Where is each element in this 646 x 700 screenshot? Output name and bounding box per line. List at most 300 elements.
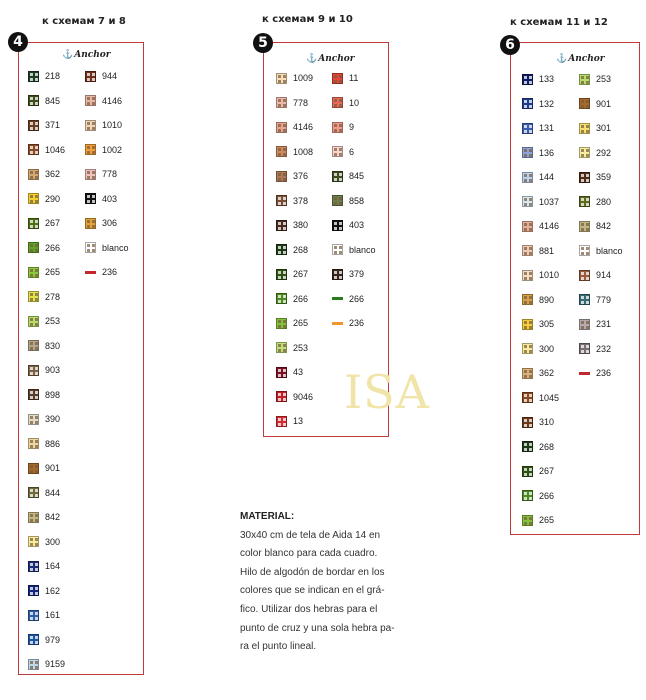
color-swatch (579, 196, 590, 207)
thread-code: 362 (45, 169, 61, 180)
thread-code: 10 (349, 97, 360, 108)
brand-label: ⚓Anchor (62, 50, 111, 60)
color-swatch (522, 319, 533, 330)
color-swatch (276, 195, 287, 206)
legend-item (332, 140, 376, 165)
legend-item (28, 138, 65, 163)
color-swatch (332, 220, 343, 231)
thread-code: 280 (596, 196, 612, 207)
legend-item (28, 236, 65, 261)
thread-code: 265 (293, 318, 309, 329)
backstitch-line-swatch (579, 372, 590, 375)
color-swatch (28, 487, 39, 498)
thread-code: 9 (349, 122, 355, 133)
color-swatch (28, 169, 39, 180)
color-swatch (579, 221, 590, 232)
thread-code: blanco (596, 245, 623, 256)
legend-item (522, 312, 559, 337)
legend-item (522, 484, 559, 509)
legend-item (332, 66, 376, 91)
thread-code: 300 (539, 343, 555, 354)
legend-item (276, 66, 313, 91)
legend-item (276, 336, 313, 361)
legend-item (28, 334, 65, 359)
material-line: fico. Utilizar dos hebras para el (240, 603, 378, 615)
thread-code: 944 (102, 71, 118, 82)
color-swatch (522, 245, 533, 256)
legend-item (28, 309, 65, 334)
caption-panel-4: к схемам 7 и 8 (42, 16, 126, 27)
color-swatch (28, 659, 39, 670)
color-swatch (522, 441, 533, 452)
anchor-icon: ⚓ (556, 54, 568, 64)
color-swatch (85, 144, 96, 155)
thread-code: 858 (349, 195, 365, 206)
color-swatch (276, 146, 287, 157)
legend-item (276, 189, 313, 214)
color-swatch (28, 463, 39, 474)
legend-column (85, 64, 129, 285)
thread-code: 131 (539, 123, 555, 134)
color-swatch (28, 365, 39, 376)
legend-item (28, 456, 65, 481)
brand-label: ⚓Anchor (556, 54, 605, 64)
color-swatch (522, 221, 533, 232)
color-swatch (579, 319, 590, 330)
material-line: color blanco para cada cuadro. (240, 548, 378, 560)
legend-item (28, 113, 65, 138)
color-swatch (28, 120, 39, 131)
anchor-icon: ⚓ (62, 50, 74, 60)
thread-code: 6 (349, 146, 355, 157)
color-swatch (28, 585, 39, 596)
thread-code: 164 (45, 561, 61, 572)
thread-code: 218 (45, 71, 61, 82)
legend-item (28, 505, 65, 530)
legend-item (85, 89, 129, 114)
color-swatch (579, 294, 590, 305)
material-line: 30x40 cm de tela de Aida 14 en (240, 529, 381, 541)
material-title: MATERIAL: (240, 511, 295, 522)
color-swatch (579, 147, 590, 158)
thread-code: 266 (293, 293, 309, 304)
brand-label: ⚓Anchor (306, 54, 355, 64)
color-swatch (85, 71, 96, 82)
legend-item (579, 190, 623, 215)
color-swatch (332, 195, 343, 206)
thread-code: 1009 (293, 73, 314, 84)
color-swatch (522, 123, 533, 134)
legend-item (28, 407, 65, 432)
thread-code: 979 (45, 634, 61, 645)
thread-code: 306 (102, 218, 118, 229)
legend-item (579, 288, 623, 313)
color-swatch (332, 122, 343, 133)
thread-code: 376 (293, 171, 309, 182)
legend-item (332, 189, 376, 214)
thread-code: 292 (596, 147, 612, 158)
color-swatch (28, 414, 39, 425)
thread-code: 266 (539, 490, 555, 501)
color-swatch (276, 416, 287, 427)
legend-item (28, 162, 65, 187)
color-swatch (28, 193, 39, 204)
legend-item (85, 64, 129, 89)
color-swatch (276, 367, 287, 378)
color-swatch (522, 417, 533, 428)
legend-item (579, 92, 623, 117)
thread-code: 779 (596, 294, 612, 305)
legend-item (28, 211, 65, 236)
thread-code: blanco (102, 242, 129, 253)
legend-item (522, 263, 559, 288)
thread-code: 268 (293, 244, 309, 255)
legend-item (85, 211, 129, 236)
legend-item (276, 360, 313, 385)
legend-item (28, 358, 65, 383)
legend-item (276, 262, 313, 287)
thread-code: 267 (45, 218, 61, 229)
thread-code: 830 (45, 340, 61, 351)
color-swatch (522, 270, 533, 281)
legend-item (522, 116, 559, 141)
legend-item (28, 603, 65, 628)
thread-code: 162 (45, 585, 61, 596)
color-swatch (522, 196, 533, 207)
thread-code: 265 (45, 267, 61, 278)
thread-code: 132 (539, 98, 555, 109)
thread-code: 267 (293, 269, 309, 280)
panel-number-5: 5 (253, 33, 273, 53)
legend-item (85, 138, 129, 163)
color-swatch (332, 269, 343, 280)
color-swatch (332, 73, 343, 84)
color-swatch (276, 122, 287, 133)
legend-item (85, 113, 129, 138)
thread-code: 9159 (45, 659, 66, 670)
color-swatch (28, 561, 39, 572)
color-swatch (522, 392, 533, 403)
thread-code: 362 (539, 368, 555, 379)
legend-item (276, 287, 313, 312)
color-swatch (276, 269, 287, 280)
color-swatch (522, 172, 533, 183)
legend-item (522, 239, 559, 264)
thread-code: 9046 (293, 391, 314, 402)
thread-code: 4146 (293, 122, 314, 133)
color-swatch (28, 267, 39, 278)
legend-item (276, 140, 313, 165)
legend-item (332, 287, 376, 312)
thread-code: 378 (293, 195, 309, 206)
thread-code: 359 (596, 172, 612, 183)
color-swatch (28, 634, 39, 645)
panel-number-6: 6 (500, 35, 520, 55)
legend-item (85, 260, 129, 285)
thread-code: 390 (45, 414, 61, 425)
thread-code: 1037 (539, 196, 560, 207)
thread-code: 265 (539, 515, 555, 526)
legend-column (28, 64, 65, 677)
color-swatch (522, 466, 533, 477)
thread-code: 903 (45, 365, 61, 376)
color-swatch (28, 389, 39, 400)
thread-code: 1002 (102, 144, 123, 155)
color-swatch (522, 294, 533, 305)
thread-code: 310 (539, 417, 555, 428)
color-swatch (579, 343, 590, 354)
thread-code: 305 (539, 319, 555, 330)
thread-code: 290 (45, 193, 61, 204)
thread-code: 133 (539, 74, 555, 85)
color-swatch (28, 316, 39, 327)
backstitch-line-swatch (332, 322, 343, 325)
legend-item (276, 385, 313, 410)
thread-code: 267 (539, 466, 555, 477)
thread-code: 4146 (102, 95, 123, 106)
legend-column (332, 66, 376, 336)
legend-item (332, 262, 376, 287)
color-swatch (579, 172, 590, 183)
legend-item (579, 165, 623, 190)
thread-code: 11 (349, 73, 359, 84)
thread-code: 403 (102, 193, 118, 204)
legend-item (579, 67, 623, 92)
legend-item (522, 141, 559, 166)
color-swatch (28, 610, 39, 621)
color-swatch (276, 318, 287, 329)
thread-code: 845 (349, 171, 365, 182)
color-swatch (276, 97, 287, 108)
color-swatch (276, 293, 287, 304)
legend-item (522, 190, 559, 215)
thread-code: 1008 (293, 146, 314, 157)
thread-code: 278 (45, 291, 61, 302)
material-line: punto de cruz y una sola hebra pa- (240, 622, 395, 634)
legend-item (522, 67, 559, 92)
thread-code: 842 (45, 512, 61, 523)
legend-item (28, 383, 65, 408)
legend-item (276, 409, 313, 434)
thread-code: 881 (539, 245, 555, 256)
color-swatch (85, 169, 96, 180)
color-swatch (522, 147, 533, 158)
thread-code: 379 (349, 269, 365, 280)
color-swatch (522, 343, 533, 354)
color-swatch (579, 245, 590, 256)
color-swatch (522, 98, 533, 109)
legend-item (28, 554, 65, 579)
thread-code: 901 (45, 463, 61, 474)
color-swatch (579, 98, 590, 109)
thread-code: 914 (596, 270, 612, 281)
legend-item (28, 432, 65, 457)
color-swatch (85, 95, 96, 106)
legend-item (332, 238, 376, 263)
legend-item (522, 435, 559, 460)
color-swatch (28, 291, 39, 302)
thread-code: 371 (45, 120, 61, 131)
legend-item (276, 164, 313, 189)
color-swatch (522, 515, 533, 526)
legend-item (332, 115, 376, 140)
legend-item (28, 530, 65, 555)
legend-column (522, 67, 559, 533)
thread-code: 253 (293, 342, 309, 353)
thread-code: 778 (293, 97, 309, 108)
legend-item (579, 312, 623, 337)
thread-code: 898 (45, 389, 61, 400)
color-swatch (28, 340, 39, 351)
thread-code: 890 (539, 294, 555, 305)
color-swatch (85, 193, 96, 204)
color-swatch (28, 95, 39, 106)
legend-item (276, 311, 313, 336)
thread-code: 236 (349, 318, 365, 329)
thread-code: 43 (293, 367, 304, 378)
legend-item (522, 165, 559, 190)
legend-column (276, 66, 313, 434)
color-swatch (276, 171, 287, 182)
color-swatch (522, 490, 533, 501)
watermark: ISA (344, 365, 430, 419)
color-swatch (276, 391, 287, 402)
thread-code: 4146 (539, 221, 560, 232)
thread-code: 266 (45, 242, 61, 253)
panel-number-4: 4 (8, 32, 28, 52)
legend-item (28, 89, 65, 114)
thread-code: 901 (596, 98, 612, 109)
color-swatch (85, 120, 96, 131)
backstitch-line-swatch (85, 271, 96, 274)
legend-item (579, 361, 623, 386)
legend-item (85, 162, 129, 187)
legend-item (276, 213, 313, 238)
legend-column (579, 67, 623, 386)
legend-item (28, 579, 65, 604)
thread-code: 268 (539, 441, 555, 452)
thread-code: 301 (596, 123, 612, 134)
caption-panel-6: к схемам 11 и 12 (510, 17, 608, 28)
color-swatch (276, 73, 287, 84)
thread-code: 253 (45, 316, 61, 327)
color-swatch (28, 71, 39, 82)
legend-item (332, 213, 376, 238)
color-swatch (28, 218, 39, 229)
color-swatch (276, 220, 287, 231)
color-swatch (28, 242, 39, 253)
thread-code: 845 (45, 95, 61, 106)
legend-item (28, 64, 65, 89)
anchor-icon: ⚓ (306, 54, 318, 64)
legend-item (522, 214, 559, 239)
legend-item (332, 311, 376, 336)
thread-code: 778 (102, 169, 118, 180)
thread-code: blanco (349, 244, 376, 255)
legend-item (522, 508, 559, 533)
color-swatch (522, 74, 533, 85)
thread-code: 1045 (539, 392, 560, 403)
material-line: colores que se indican en el grá- (240, 585, 385, 597)
legend-item (579, 263, 623, 288)
legend-item (28, 187, 65, 212)
color-swatch (579, 123, 590, 134)
color-swatch (28, 512, 39, 523)
legend-item (85, 187, 129, 212)
legend-item (522, 459, 559, 484)
legend-item (579, 116, 623, 141)
legend-item (332, 164, 376, 189)
thread-code: 236 (102, 267, 118, 278)
legend-item (276, 91, 313, 116)
legend-item (85, 236, 129, 261)
legend-item (522, 92, 559, 117)
color-swatch (579, 270, 590, 281)
thread-code: 236 (596, 368, 612, 379)
legend-item (28, 481, 65, 506)
color-swatch (28, 438, 39, 449)
thread-code: 844 (45, 487, 61, 498)
material-text (240, 508, 420, 657)
color-swatch (276, 342, 287, 353)
color-swatch (332, 97, 343, 108)
legend-item (28, 260, 65, 285)
color-swatch (579, 74, 590, 85)
color-swatch (85, 218, 96, 229)
legend-item (522, 410, 559, 435)
thread-code: 136 (539, 147, 555, 158)
legend-item (579, 141, 623, 166)
legend-item (276, 115, 313, 140)
legend-item (522, 288, 559, 313)
thread-code: 144 (539, 172, 555, 183)
color-swatch (85, 242, 96, 253)
thread-code: 1046 (45, 144, 66, 155)
legend-item (522, 337, 559, 362)
legend-item (332, 91, 376, 116)
thread-code: 300 (45, 536, 61, 547)
thread-code: 1010 (539, 270, 560, 281)
legend-item (28, 285, 65, 310)
thread-code: 231 (596, 319, 612, 330)
legend-item (579, 337, 623, 362)
material-line: ra el punto lineal. (240, 641, 317, 653)
color-swatch (332, 171, 343, 182)
thread-code: 842 (596, 221, 612, 232)
legend-item (28, 652, 65, 677)
thread-code: 13 (293, 416, 304, 427)
legend-item (579, 214, 623, 239)
color-swatch (28, 536, 39, 547)
color-swatch (276, 244, 287, 255)
legend-item (276, 238, 313, 263)
thread-code: 266 (349, 293, 365, 304)
thread-code: 161 (45, 610, 61, 621)
legend-item (579, 239, 623, 264)
color-swatch (522, 368, 533, 379)
legend-item (522, 361, 559, 386)
thread-code: 1010 (102, 120, 123, 131)
thread-code: 232 (596, 343, 612, 354)
thread-code: 380 (293, 220, 309, 231)
legend-item (522, 386, 559, 411)
color-swatch (332, 244, 343, 255)
color-swatch (28, 144, 39, 155)
backstitch-line-swatch (332, 297, 343, 300)
thread-code: 253 (596, 74, 612, 85)
caption-panel-5: к схемам 9 и 10 (262, 14, 353, 25)
thread-code: 403 (349, 220, 365, 231)
